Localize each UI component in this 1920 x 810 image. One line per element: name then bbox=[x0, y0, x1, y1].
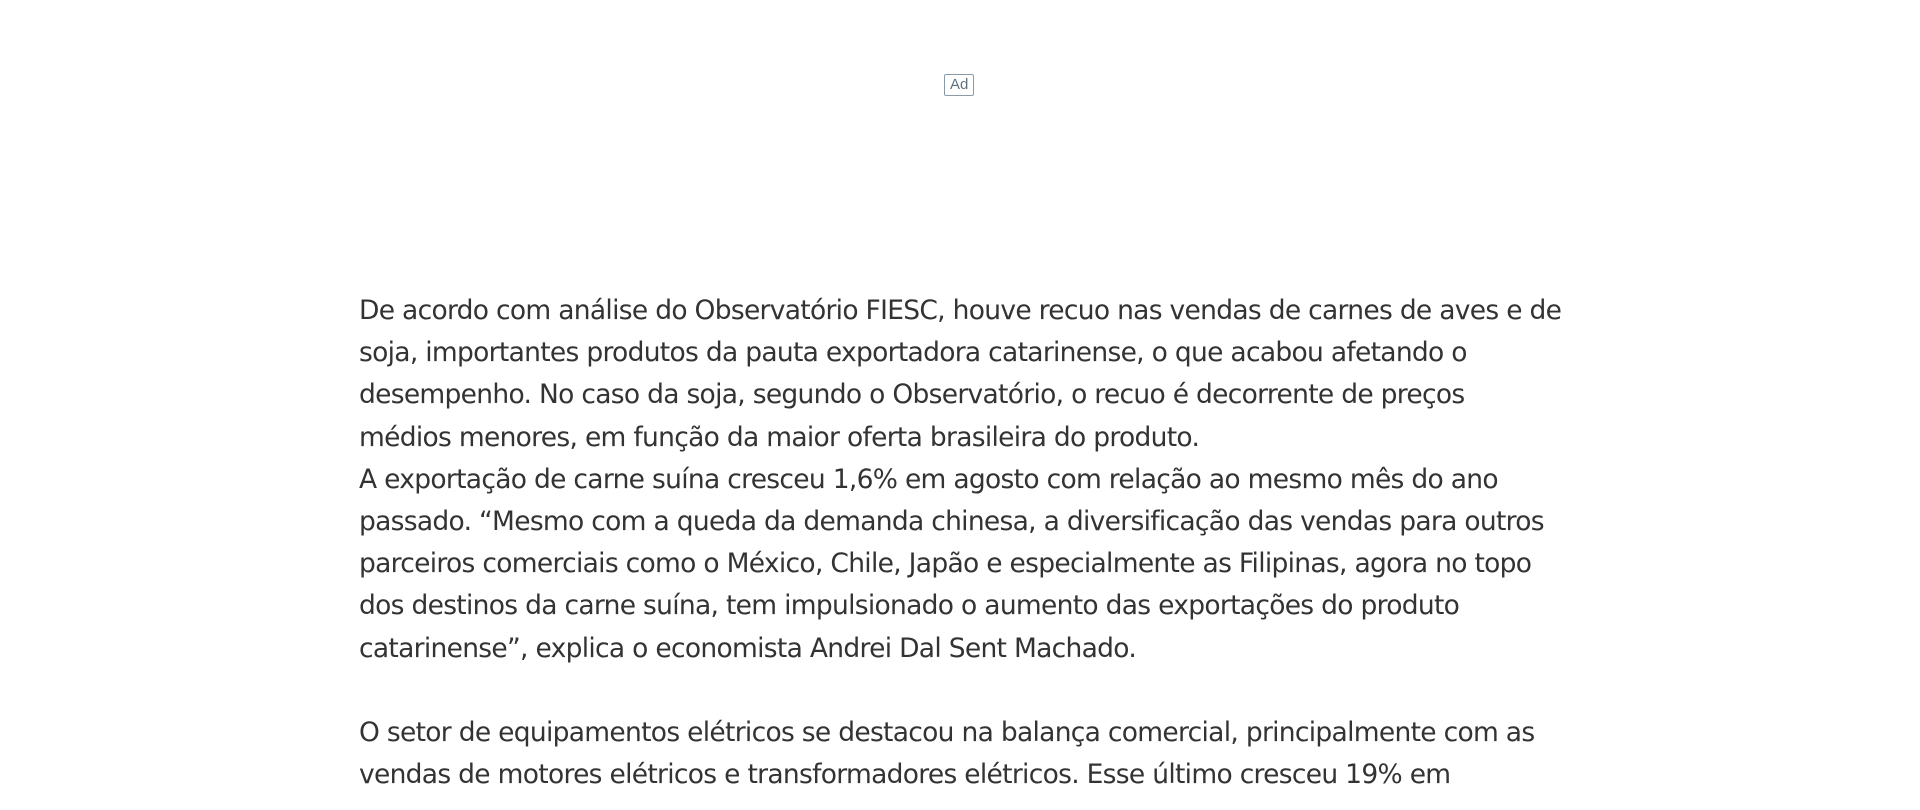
ad-badge: Ad bbox=[944, 74, 974, 96]
article-body bbox=[359, 290, 1564, 796]
article-paragraph: O setor de equipamentos elétricos se destacou na balança comercial, principalmente com as vendas de motores elétricos e transformadores elétricos. Esse último cresceu 19% em bbox=[359, 717, 1535, 791]
article-paragraph: De acordo com análise do Observatório FIESC, houve recuo nas vendas de carnes de aves e de soja, importantes produtos da pauta exportadora catarinense, o que acabou afetando o desempenho. No caso da soja, segundo o Observatório, o recuo é decorrente de preços médios menores, em função da maior oferta brasileira do produto. bbox=[359, 295, 1562, 453]
ad-slot[interactable] bbox=[0, 0, 1920, 250]
article-paragraph: A exportação de carne suína cresceu 1,6% em agosto com relação ao mesmo mês do ano passado. “Mesmo com a queda da demanda chinesa, a diversificação das vendas para outros parceiros comerciais como o México, Chile, Japão e especialmente as Filipinas, agora no topo dos destinos da carne suína, tem impulsionado o aumento das exportações do produto catarinense”, explica o economista Andrei Dal Sent Machado. bbox=[359, 463, 1544, 664]
